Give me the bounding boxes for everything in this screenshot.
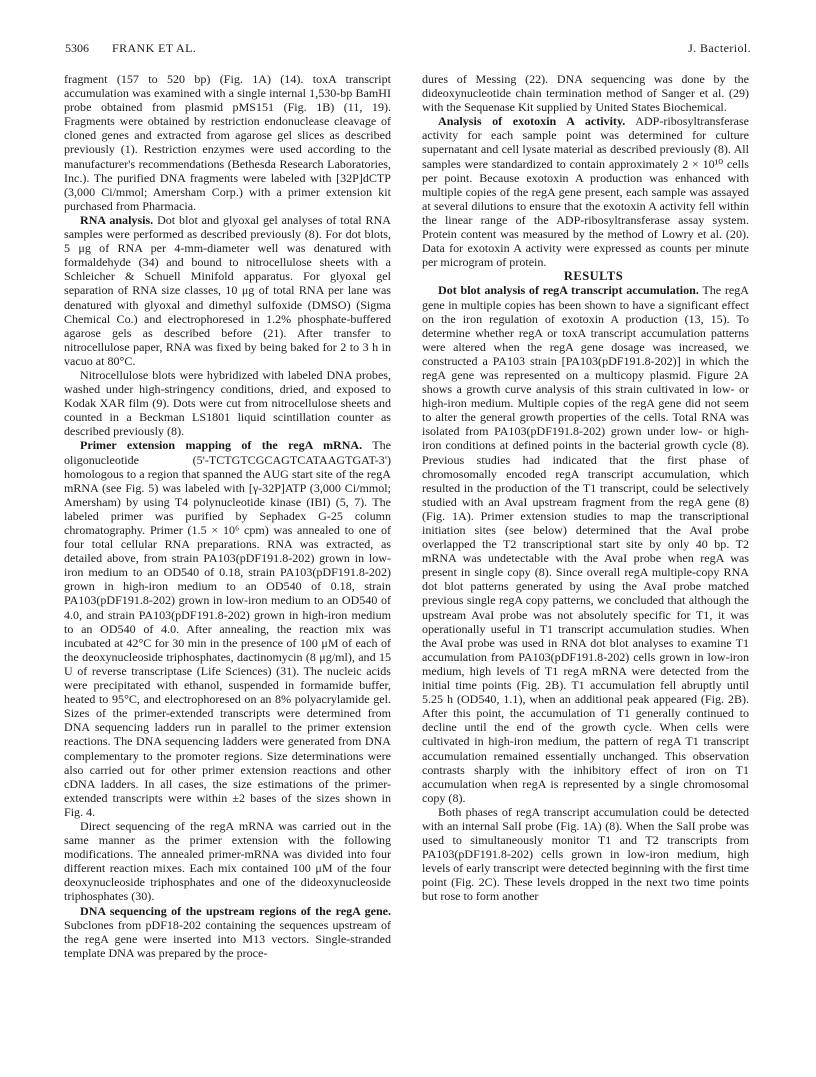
- page-header: [65, 40, 751, 56]
- run-in-heading-exotoxin: Analysis of exotoxin A activity.: [438, 114, 626, 129]
- right-column: [422, 72, 749, 904]
- paragraph-rna-analysis: [64, 213, 391, 368]
- paragraph-text: Dot blot and glyoxal gel analyses of total RNA samples were performed as described previously (8). For dot blots, 5 μg of RNA per 4-mm-diameter well was denatured with formaldehyde (34) and bound to nitrocellulose sheets with a Schleicher & Schuell Minifold apparatus. For glyoxal gel separation of RNA size classes, 10 μg of total RNA per lane was denatured with glyoxal and dimethyl sulfoxide (DMSO) (Sigma Chemical Co.) and electrophoresed in 1.2% phosphate-buffered agarose gels as described before (21). After transfer to nitrocellulose paper, RNA was fixed by being baked for 2 to 3 h in vacuo at 80°C.: [64, 212, 391, 368]
- run-in-heading-dna-sequencing: DNA sequencing of the upstream regions of the regA gene.: [80, 903, 391, 918]
- run-in-heading-rna-analysis: RNA analysis.: [80, 212, 154, 227]
- paragraph-nitrocellulose: Nitrocellulose blots were hybridized with labeled DNA probes, washed under high-stringency conditions, dried, and exposed to Kodak XAR film (9). Dots were cut from nitrocellulose sheets and counted in a Beckman LS1801 liquid scintillation counter as described previously (8).: [64, 367, 391, 439]
- paragraph-text: The regA gene in multiple copies has been shown to have a significant effect on the iron regulation of exotoxin A production (13, 15). To determine whether regA or toxA transcript accumulation patterns were altered when the regA gene dosage was increased, we constructed a PA103 strain [PA103(pDF191.8-202)] in which the regA gene was represented on a multicopy plasmid. Figure 2A shows a growth curve analysis of this strain cultivated in low- or high-iron medium. Multiple copies of the regA gene did not seem to alter the general growth properties of the cells. Total RNA was isolated from PA103(pDF191.8-202) grown under low- or high-iron conditions at defined points in the bacterial growth cycle (8). Previous studies had indicated that the first phase of chromosomally encoded regA transcript accumulation, which resulted in the production of the T1 transcript, could be selectively studied with an AvaI upstream fragment from the regA gene (8) (Fig. 1A). Primer extension studies to map the transcriptional initiation sites (see below) determined that the AvaI probe overlapped the T2 transcriptional start site by only 40 bp. T2 mRNA was undetectable with the AvaI probe when regA was present in single copy (8). Since overall regA multiple-copy RNA dot blot patterns generated by using the AvaI probe matched previous single regA copy patterns, we concluded that although the upstream AvaI probe was not absolutely specific for T1, it was operationally useful in T1 transcript accumulation studies. When the AvaI probe was used in RNA dot blot analyses to examine T1 accumulation from PA103(pDF191.8-202) cells grown in low-iron medium, high levels of T1 regA mRNA were detected from the initial time points (Fig. 2B). T1 accumulation fell abruptly until 5.25 h (OD540, 1.1), when an additional peak appeared (Fig. 2B). After this point, the accumulation of T1 generally continued to decline until the end of the growth cycle. When cells were cultivated in high-iron medium, the pattern of regA T1 transcript accumulation remained essentially unchanged. This observation contrasts sharply with the inhibitory effect of iron on T1 accumulation when regA is represented by a single chromosomal copy (8).: [422, 283, 749, 805]
- paragraph-text: ADP-ribosyltransferase activity for each sample point was determined for culture supernatant and cell lysate material as described previously (8). All samples were standardized to contain approximately 2 × 10¹⁰ cells per point. Because exotoxin A production was enhanced with multiple copies of the regA gene present, each sample was assayed at several dilutions to ensure that the exotoxin A activity fell within the linear range of the ADP-ribosyltransferase assay system. Protein content was measured by the method of Lowry et al. (20). Data for exotoxin A activity were expressed as counts per minute per microgram of protein.: [422, 114, 750, 270]
- running-authors: FRANK ET AL.: [112, 41, 197, 55]
- paragraph-direct-sequencing: Direct sequencing of the regA mRNA was carried out in the same manner as the primer extension with the following modifications. The annealed primer-mRNA was divided into four different reaction mixes. Each mix contained 100 μM of the four deoxynucleoside triphosphates and one of the dideoxynucleoside triphosphates (30).: [64, 818, 391, 904]
- paragraph-primer-extension: [64, 438, 391, 819]
- section-heading-results: RESULTS: [563, 269, 624, 284]
- paragraph-continuation: dures of Messing (22). DNA sequencing was done by the dideoxynucleotide chain termination method of Sanger et al. (29) with the Sequenase Kit supplied by United States Biochemical.: [422, 72, 749, 115]
- paragraph-text: Subclones from pDF18-202 containing the sequences upstream of the regA gene were inserted into M13 vectors. Single-stranded template DNA was prepared by the proce-: [64, 917, 391, 960]
- left-column: [64, 72, 391, 960]
- paragraph-both-phases: Both phases of regA transcript accumulation could be detected with an internal SalI probe (Fig. 1A) (8). When the SalI probe was used to simultaneously monitor T1 and T2 transcripts from PA103(pDF191.8-202) cells grown in low-iron medium, high levels of early transcript were detected beginning with the first time point (Fig. 2C). These levels dropped in the next two time points but rose to form another: [422, 804, 749, 904]
- page-number: 5306: [65, 41, 89, 55]
- paragraph-dot-blot: [422, 283, 749, 804]
- running-journal: J. Bacteriol.: [688, 41, 751, 55]
- paragraph-dna-sequencing: [64, 904, 391, 960]
- run-in-heading-dot-blot: Dot blot analysis of regA transcript accumulation.: [438, 283, 699, 298]
- paragraph-continuation: fragment (157 to 520 bp) (Fig. 1A) (14). toxA transcript accumulation was examined with a single internal 1,530-bp BamHI probe obtained from plasmid pMS151 (Fig. 1B) (11, 19). Fragments were obtained by restriction endonuclease cleavage of cloned genes and extracted from agarose gel slices as described previously (1). Restriction enzymes were used according to the manufacturer's recommendations (Bethesda Research Laboratories, Inc.). The purified DNA fragments were labeled with [32P]dCTP (3,000 Ci/mmol; Amersham Corp.) with a primer extension kit purchased from Pharmacia.: [64, 72, 391, 213]
- paragraph-exotoxin-analysis: [422, 114, 749, 269]
- run-in-heading-primer-extension: Primer extension mapping of the regA mRNA.: [80, 438, 363, 453]
- paragraph-text: The oligonucleotide (5'-TCTGTCGCAGTCATAAGTGAT-3') homologous to a region that spanned the AUG start site of the regA mRNA (see Fig. 5) was labeled with [γ-32P]ATP (3,000 Ci/mmol; Amersham) by using T4 polynucleotide kinase (IBI) (5, 7). The labeled primer was purified by Sephadex G-25 column chromatography. Primer (1.5 × 10⁶ cpm) was annealed to one of four total cellular RNA preparations. RNA was extracted, as detailed above, from strain PA103(pDF191.8-202) grown in low-iron medium to an OD540 of 0.18, strain PA103(pDF191.8-202) grown in high-iron medium to an OD540 of 0.18, strain PA103(pDF191.8-202) grown in low-iron medium to an OD540 of 4.0, and strain PA103(pDF191.8-202) grown in high-iron medium to an OD540 of 4.0. After annealing, the reaction mix was incubated at 42°C for 30 min in the presence of 100 μM of each of the deoxynucleoside triphosphates, dactinomycin (8 μg/ml), and 15 U of reverse transcriptase (Life Sciences) (31). The nucleic acids were precipitated with ethanol, suspended in formamide buffer, heated to 95°C, and electrophoresed on an 8% polyacrylamide gel. Sizes of the primer-extended transcripts were determined from DNA sequencing ladders run in parallel to the primer extension reactions. The DNA sequencing ladders were generated from DNA complementary to the promoter regions. Size determinations were also carried out for other primer extension reactions and other cDNA ladders. In all cases, the size estimations of the primer-extended transcripts were within ±2 bases of the sizes shown in Fig. 4.: [64, 438, 391, 819]
